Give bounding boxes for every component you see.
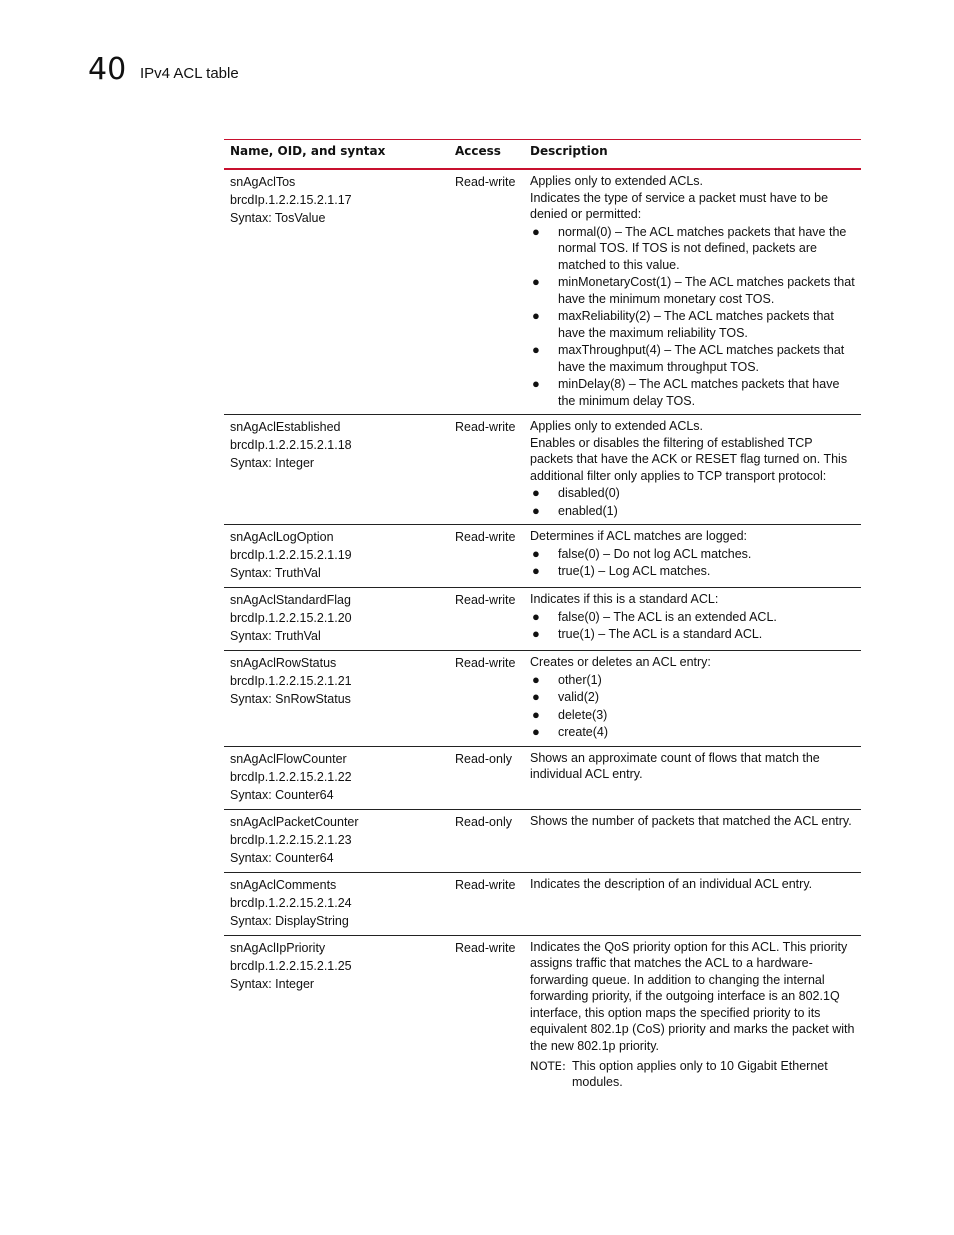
list-item-text: create(4)	[558, 725, 609, 739]
list-item	[530, 707, 855, 724]
list-item	[530, 546, 855, 563]
object-oid: brcdIp.1.2.2.15.2.1.18	[230, 438, 352, 452]
object-syntax: Syntax: Counter64	[230, 850, 334, 865]
object-syntax: Syntax: TruthVal	[230, 629, 321, 643]
object-syntax: Syntax: DisplayString	[230, 913, 349, 928]
bullet-icon: ●	[532, 608, 540, 624]
description-paragraph: Determines if ACL matches are logged:	[530, 529, 748, 543]
list-item	[530, 563, 855, 580]
access-cell: Read-write	[455, 940, 516, 955]
description-cell	[524, 872, 861, 935]
description-paragraph: Applies only to extended ACLs.	[530, 419, 704, 433]
bullet-icon: ●	[532, 626, 540, 641]
object-oid: brcdIp.1.2.2.15.2.1.19	[230, 548, 352, 562]
list-item	[530, 626, 855, 643]
table-body	[224, 169, 861, 1095]
object-oid: brcdIp.1.2.2.15.2.1.17	[230, 193, 352, 207]
object-name: snAgAclPacketCounter	[230, 814, 359, 829]
chapter-title: IPv4 ACL table	[140, 65, 239, 82]
object-oid: brcdIp.1.2.2.15.2.1.24	[230, 895, 352, 910]
access-cell: Read-write	[455, 175, 516, 189]
description-cell	[524, 525, 861, 588]
description-paragraph: Indicates the type of service a packet must have to be denied or permitted:	[530, 190, 829, 221]
list-item	[530, 342, 855, 375]
object-syntax: Syntax: TruthVal	[230, 566, 321, 580]
description-paragraph: Creates or deletes an ACL entry:	[530, 655, 711, 669]
access-cell: Read-write	[455, 877, 516, 892]
object-syntax: Syntax: Integer	[230, 456, 315, 470]
value-list	[530, 546, 855, 580]
description-cell	[524, 651, 861, 747]
chapter-number: 40	[88, 52, 127, 87]
description-cell	[524, 746, 861, 809]
object-name: snAgAclTos	[230, 175, 296, 189]
bullet-icon: ●	[532, 502, 540, 518]
list-item-text: false(0) – The ACL is an extended ACL.	[558, 609, 777, 624]
description-paragraph: Indicates the description of an individual ACL entry.	[530, 876, 813, 891]
description-paragraph: Shows an approximate count of flows that match the individual ACL entry.	[530, 750, 820, 781]
object-oid: brcdIp.1.2.2.15.2.1.25	[230, 958, 352, 973]
note-text: This option applies only to 10 Gigabit Ethernet modules.	[572, 1059, 828, 1089]
value-list	[530, 609, 855, 643]
list-item-text: disabled(0)	[558, 486, 620, 500]
description-cell	[524, 588, 861, 651]
column-header-access: Access	[455, 144, 501, 158]
table-row	[224, 809, 861, 872]
bullet-icon: ●	[532, 689, 540, 704]
object-cell	[224, 872, 449, 935]
description-cell	[524, 935, 861, 1095]
table-header-row	[224, 140, 861, 170]
mib-object-table	[224, 139, 861, 1095]
list-item	[530, 308, 855, 341]
object-name: snAgAclIpPriority	[230, 940, 326, 955]
description-cell	[524, 169, 861, 415]
description-cell	[524, 809, 861, 872]
list-item-text: enabled(1)	[558, 503, 618, 518]
object-syntax: Syntax: Counter64	[230, 787, 334, 802]
access-cell: Read-only	[455, 814, 512, 829]
list-item	[530, 503, 855, 520]
value-list	[530, 224, 855, 410]
object-syntax: Syntax: SnRowStatus	[230, 692, 351, 706]
bullet-icon: ●	[532, 485, 540, 500]
description-paragraph: Indicates the QoS priority option for this ACL. This priority assigns traffic that matches the ACL to a hardware-forwarding queue. In addition to changing the internal forwarding priority, if the outgoing interface is an 802.1Q interface, this option maps the specified priority to its equivalent 802.1p (CoS) priority and marks the packet with the new 802.1p priority.	[530, 939, 855, 1053]
object-cell	[224, 809, 449, 872]
value-list	[530, 485, 855, 519]
object-syntax: Syntax: TosValue	[230, 211, 326, 225]
description-cell	[524, 415, 861, 525]
list-item	[530, 485, 855, 502]
list-item-text: minMonetaryCost(1) – The ACL matches packets that have the minimum monetary cost TOS.	[558, 275, 855, 306]
list-item-text: other(1)	[558, 672, 602, 687]
access-cell: Read-write	[455, 530, 516, 544]
table-row	[224, 169, 861, 415]
list-item	[530, 376, 855, 409]
bullet-icon: ●	[532, 724, 540, 739]
bullet-icon: ●	[532, 342, 540, 357]
bullet-icon: ●	[532, 545, 540, 561]
table-row	[224, 935, 861, 1095]
list-item-text: false(0) – Do not log ACL matches.	[558, 546, 752, 561]
access-cell: Read-only	[455, 751, 512, 766]
description-paragraph: Applies only to extended ACLs.	[530, 174, 704, 188]
object-cell	[224, 651, 449, 747]
list-item	[530, 274, 855, 307]
object-oid: brcdIp.1.2.2.15.2.1.20	[230, 611, 352, 625]
column-header-description: Description	[530, 144, 608, 158]
value-list	[530, 672, 855, 741]
description-paragraph: Indicates if this is a standard ACL:	[530, 592, 719, 606]
bullet-icon: ●	[532, 563, 540, 578]
list-item	[530, 689, 855, 706]
object-syntax: Syntax: Integer	[230, 976, 315, 991]
list-item-text: true(1) – Log ACL matches.	[558, 564, 711, 578]
object-name: snAgAclLogOption	[230, 530, 334, 544]
list-item	[530, 672, 855, 689]
table-row	[224, 746, 861, 809]
object-name: snAgAclComments	[230, 877, 337, 892]
list-item-text: maxReliability(2) – The ACL matches packets that have the maximum reliability TOS.	[558, 309, 834, 340]
object-name: snAgAclFlowCounter	[230, 751, 347, 766]
object-oid: brcdIp.1.2.2.15.2.1.23	[230, 832, 352, 847]
list-item-text: maxThroughput(4) – The ACL matches packets that have the maximum throughput TOS.	[558, 343, 845, 374]
table-row	[224, 525, 861, 588]
object-name: snAgAclEstablished	[230, 420, 341, 434]
object-name: snAgAclStandardFlag	[230, 593, 351, 607]
bullet-icon: ●	[532, 308, 540, 323]
object-oid: brcdIp.1.2.2.15.2.1.22	[230, 769, 352, 784]
list-item-text: minDelay(8) – The ACL matches packets that have the minimum delay TOS.	[558, 377, 840, 408]
table-row	[224, 415, 861, 525]
access-cell: Read-write	[455, 593, 516, 607]
object-cell	[224, 169, 449, 415]
bullet-icon: ●	[532, 223, 540, 239]
list-item	[530, 224, 855, 274]
table-row	[224, 872, 861, 935]
table-row	[224, 651, 861, 747]
object-cell	[224, 935, 449, 1095]
list-item-text: delete(3)	[558, 707, 608, 722]
access-cell: Read-write	[455, 420, 516, 434]
object-cell	[224, 525, 449, 588]
access-cell: Read-write	[455, 656, 516, 670]
description-paragraph: Shows the number of packets that matched the ACL entry.	[530, 813, 852, 828]
object-cell	[224, 588, 449, 651]
object-cell	[224, 415, 449, 525]
list-item-text: true(1) – The ACL is a standard ACL.	[558, 627, 763, 641]
note	[530, 1058, 855, 1090]
object-cell	[224, 746, 449, 809]
note-label: NOTE:	[530, 1059, 566, 1073]
list-item	[530, 609, 855, 626]
list-item	[530, 724, 855, 741]
list-item-text: valid(2)	[558, 690, 599, 704]
description-paragraph: Enables or disables the filtering of established TCP packets that have the ACK or RESET flag turned on. This additional filter only applies to TCP transport protocol:	[530, 435, 848, 483]
bullet-icon: ●	[532, 274, 540, 289]
bullet-icon: ●	[532, 376, 540, 391]
object-name: snAgAclRowStatus	[230, 656, 337, 670]
table-row	[224, 588, 861, 651]
bullet-icon: ●	[532, 706, 540, 722]
bullet-icon: ●	[532, 671, 540, 687]
column-header-name: Name, OID, and syntax	[230, 144, 386, 158]
list-item-text: normal(0) – The ACL matches packets that have the normal TOS. If TOS is not defined, packets are matched to this value.	[558, 224, 847, 272]
object-oid: brcdIp.1.2.2.15.2.1.21	[230, 674, 352, 688]
